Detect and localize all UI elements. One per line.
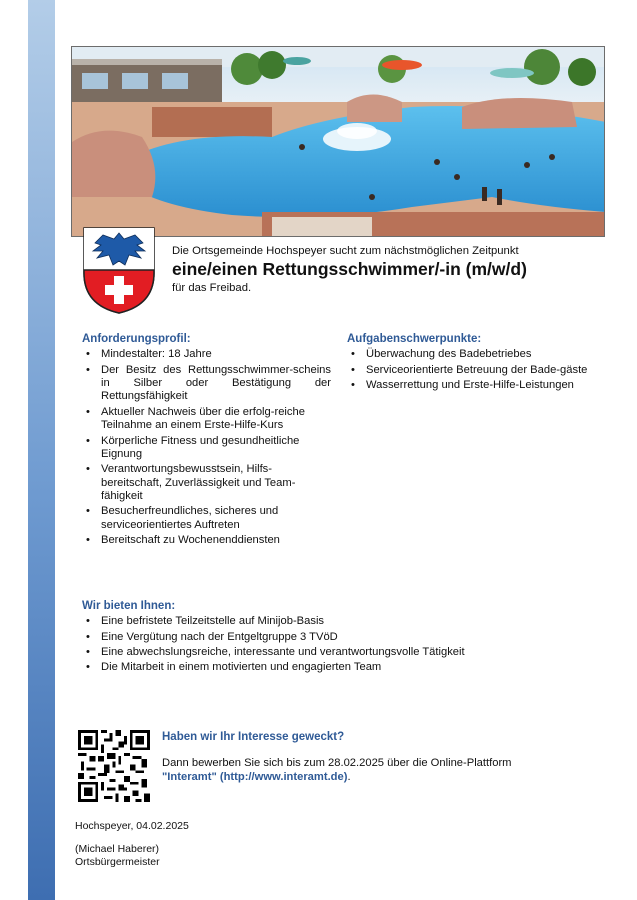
tasks-heading: Aufgabenschwerpunkte: — [347, 333, 482, 345]
requirements-list — [82, 348, 331, 547]
list-item: • Wasserrettung und Erste-Hilfe-Leistungen — [347, 379, 605, 392]
requirements-heading: Anforderungsprofil: — [82, 333, 191, 345]
coat-of-arms-icon — [81, 225, 157, 315]
pool-photo — [71, 46, 605, 237]
signer-name: (Michael Haberer) — [75, 843, 160, 855]
list-item: • Überwachung des Badebetriebes — [347, 348, 605, 361]
interamt-link[interactable]: "Interamt" (http://www.interamt.de) — [162, 771, 348, 783]
offer-list — [82, 615, 602, 674]
requirements-section — [82, 333, 331, 550]
apply-text-body: Dann bewerben Sie sich bis zum 28.02.2025 über die Online-Plattform — [162, 757, 512, 769]
side-bar — [28, 0, 55, 900]
place-date: Hochspeyer, 04.02.2025 — [75, 820, 189, 832]
signature-block — [75, 843, 160, 869]
list-item: • Aktueller Nachweis über die erfolg-reiche Teilnahme an einem Erste-Hilfe-Kurs — [82, 406, 331, 432]
tasks-list — [347, 348, 605, 392]
signer-title: Ortsbürgermeister — [75, 856, 160, 868]
offer-heading: Wir bieten Ihnen: — [82, 600, 176, 612]
list-item: • Körperliche Fitness und gesundheitliche Eignung — [82, 435, 331, 461]
qr-code-icon[interactable] — [78, 730, 150, 802]
apply-text-suffix: . — [347, 771, 351, 783]
offer-section — [82, 600, 602, 677]
list-item: • Die Mitarbeit in einem motivierten und engagierten Team — [82, 661, 602, 674]
job-title: eine/einen Rettungsschwimmer/-in (m/w/d) — [172, 259, 527, 279]
list-item: • Verantwortungsbewusstsein, Hilfs-bereitschaft, Zuverlässigkeit und Team-fähigkeit — [82, 463, 331, 503]
intro-text: Die Ortsgemeinde Hochspeyer sucht zum nächstmöglichen Zeitpunkt — [172, 245, 519, 257]
list-item: • Serviceorientierte Betreuung der Bade-gäste — [347, 364, 605, 377]
list-item: • Eine befristete Teilzeitstelle auf Minijob-Basis — [82, 615, 602, 628]
list-item: • Der Besitz des Rettungsschwimmer-scheins in Silber oder Bestätigung der Rettungsfähigkeit — [82, 364, 331, 404]
list-item: • Eine Vergütung nach der Entgeltgruppe 3 TVöD — [82, 631, 602, 644]
apply-section — [162, 730, 602, 784]
list-item: • Eine abwechslungsreiche, interessante und verantwortungsvolle Tätigkeit — [82, 646, 602, 659]
apply-text — [162, 756, 602, 784]
list-item: • Besucherfreundliches, sicheres und serviceorientiertes Auftreten — [82, 505, 331, 531]
tasks-section — [347, 333, 605, 395]
list-item: • Bereitschaft zu Wochenenddiensten — [82, 534, 331, 547]
apply-heading: Haben wir Ihr Interesse geweckt? — [162, 731, 345, 743]
list-item: • Mindestalter: 18 Jahre — [82, 348, 331, 361]
job-location: für das Freibad. — [172, 282, 252, 294]
